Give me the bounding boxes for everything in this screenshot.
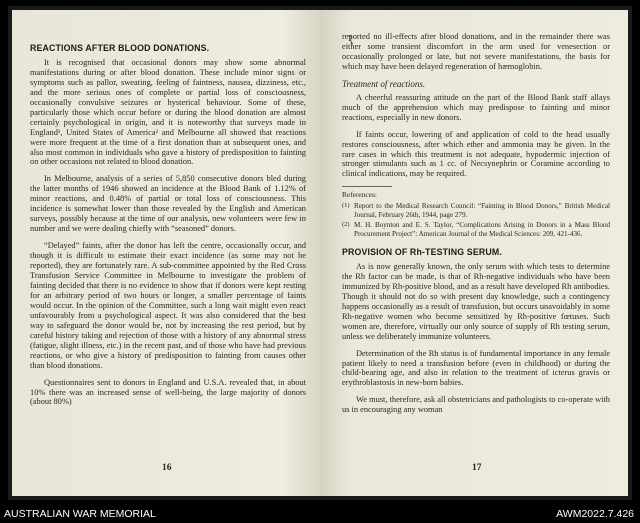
paragraph: It is recognised that occasional donors may show some abnormal manifestations during or after blood donation. These include minor signs or symptoms such as pallor, sweating, feeling of faintness, nausea, dizziness, etc., and the more serious ones of complete or partial loss of consciousness, occasionally convulsive seizures or hysterical behaviour. Some of these, particularly those which occur before or during the blood donation are almost certainly psychological in origin, and it is noteworthy that surveys made in England¹, United States of America² and Melbourne all showed that reactions were more frequent at the time of a first donation than at subsequent ones, and also most common in individuals who gave a history of predisposition to fainting on other occasions not related to blood donation. [30,57,306,167]
paragraph: A cheerful reassuring attitude on the part of the Blood Bank staff allays much of the apprehension which may predispose to fainting and minor reactions, especially in new donors. [342,92,610,122]
paragraph: Determination of the Rh status is of fundamental importance in any female patient likely to need a transfusion before (even in childhood) or during the child-bearing age, and also in relation to the treatment of icterus gravis or erythroblastosis in new-born babies. [342,348,610,388]
page-number: 17 [472,463,482,474]
institution-label: AUSTRALIAN WAR MEMORIAL [4,508,156,520]
reference-number: (1) [342,202,350,210]
booklet-spread [8,6,632,500]
left-page [12,10,320,496]
reference-text: M. H. Boynton and E. S. Taylor, “Complications Arising in Donors in a Mass Blood Procurement Project”: American Journal of the Medical Sciences: 209, 421-436. [354,221,610,238]
reference-item [342,202,610,219]
paragraph: Questionnaires sent to donors in England and U.S.A. revealed that, in about 10% there was an increased sense of well-being, the large majority of donors (about 80%) [30,377,306,407]
reference-text: Report to the Medical Research Council: “Fainting in Blood Donors,” British Medical Journal, February 26th, 1944, page 279. [354,202,610,219]
paragraph: “Delayed” faints, after the donor has left the centre, occasionally occur, and though it is difficult to estimate their exact incidence (as some may not be reported), they are fortunately rare. A sub-committee appointed by the Red Cross Transfusion Service Committee in Melbourne to investigate the problem of fainting decided that there is no evidence to show that if donors were kept resting for an arbitrary period of two hours or longer, a smaller percentage of faints would occur. In the opinion of the Committee, such a long wait might even react unfavourably from a psychological aspect. It was also considered that the best way to safeguard the donor would be, not by increasing the rest period, but by careful history taking and rejection of those with a history of any abnormal stress (fatigue, slight illness, etc.) in the recent past, and of those who have had previous reactions, or who give a history of predisposition to fainting from causes other than blood donations. [30,241,306,370]
right-page [320,10,628,496]
reference-item [342,221,610,238]
reference-number: (2) [342,221,350,229]
paragraph: We must, therefore, ask all obstetricians and pathologists to co-operate with us in encouraging any woman [342,395,610,415]
references-label: References: [342,190,377,200]
subheading: Treatment of reactions. [342,78,426,89]
references-rule [342,186,392,187]
section-heading: REACTIONS AFTER BLOOD DONATIONS. [30,43,210,53]
pencil-mark-icon [346,34,356,46]
paragraph-continued: reported no ill-effects after blood donations, and in the remainder there was either some transient discomfort in the arm used for venesection or occasionally prolonged or late, but not severe manifestations, the basis for which may have been delayed regeneration of hæmoglobin. [342,32,610,71]
paragraph: As is now generally known, the only serum with which tests to determine the Rh factor can be made, is that of Rh-negative individuals who have been immunized by Rh-positive blood, and as a result have developed Rh antibodies. Though it should not do so with present day knowledge, such a contingency happens occasionally as a result of transfusion, but occurs unavoidably in some Rh-negative women who become sensitized by Rh-positive fœtuses. Such women are, therefore, virtually our only source of supply of Rh testing serum, unless we deliberately immunize volunteers. [342,261,610,341]
page-number: 16 [162,463,172,474]
catalogue-id: AWM2022.7.426 [556,508,634,520]
paragraph: In Melbourne, analysis of a series of 5,850 consecutive donors bled during the latter months of 1946 showed an incidence at the Blood Bank of 1.12% of minor reactions, and 0.48% of partial or total loss of consciousness. This incidence is somewhat lower than those revealed by the English and American surveys, possibly because at the time of our analysis, new volunteers were few in number and we were dealing chiefly with “seasoned” donors. [30,174,306,234]
paragraph: If faints occur, lowering of and application of cold to the head usually restores consciousness, after which ether and ammonia may be given. In the rare cases in which this treatment is not adequate, hypodermic injection of stronger stimulants such as 1 cc. of Necsynephrin or Coramine according to clinical indications, may be required. [342,129,610,179]
section-heading: PROVISION OF Rh-TESTING SERUM. [342,246,502,257]
archive-footer [0,505,640,523]
